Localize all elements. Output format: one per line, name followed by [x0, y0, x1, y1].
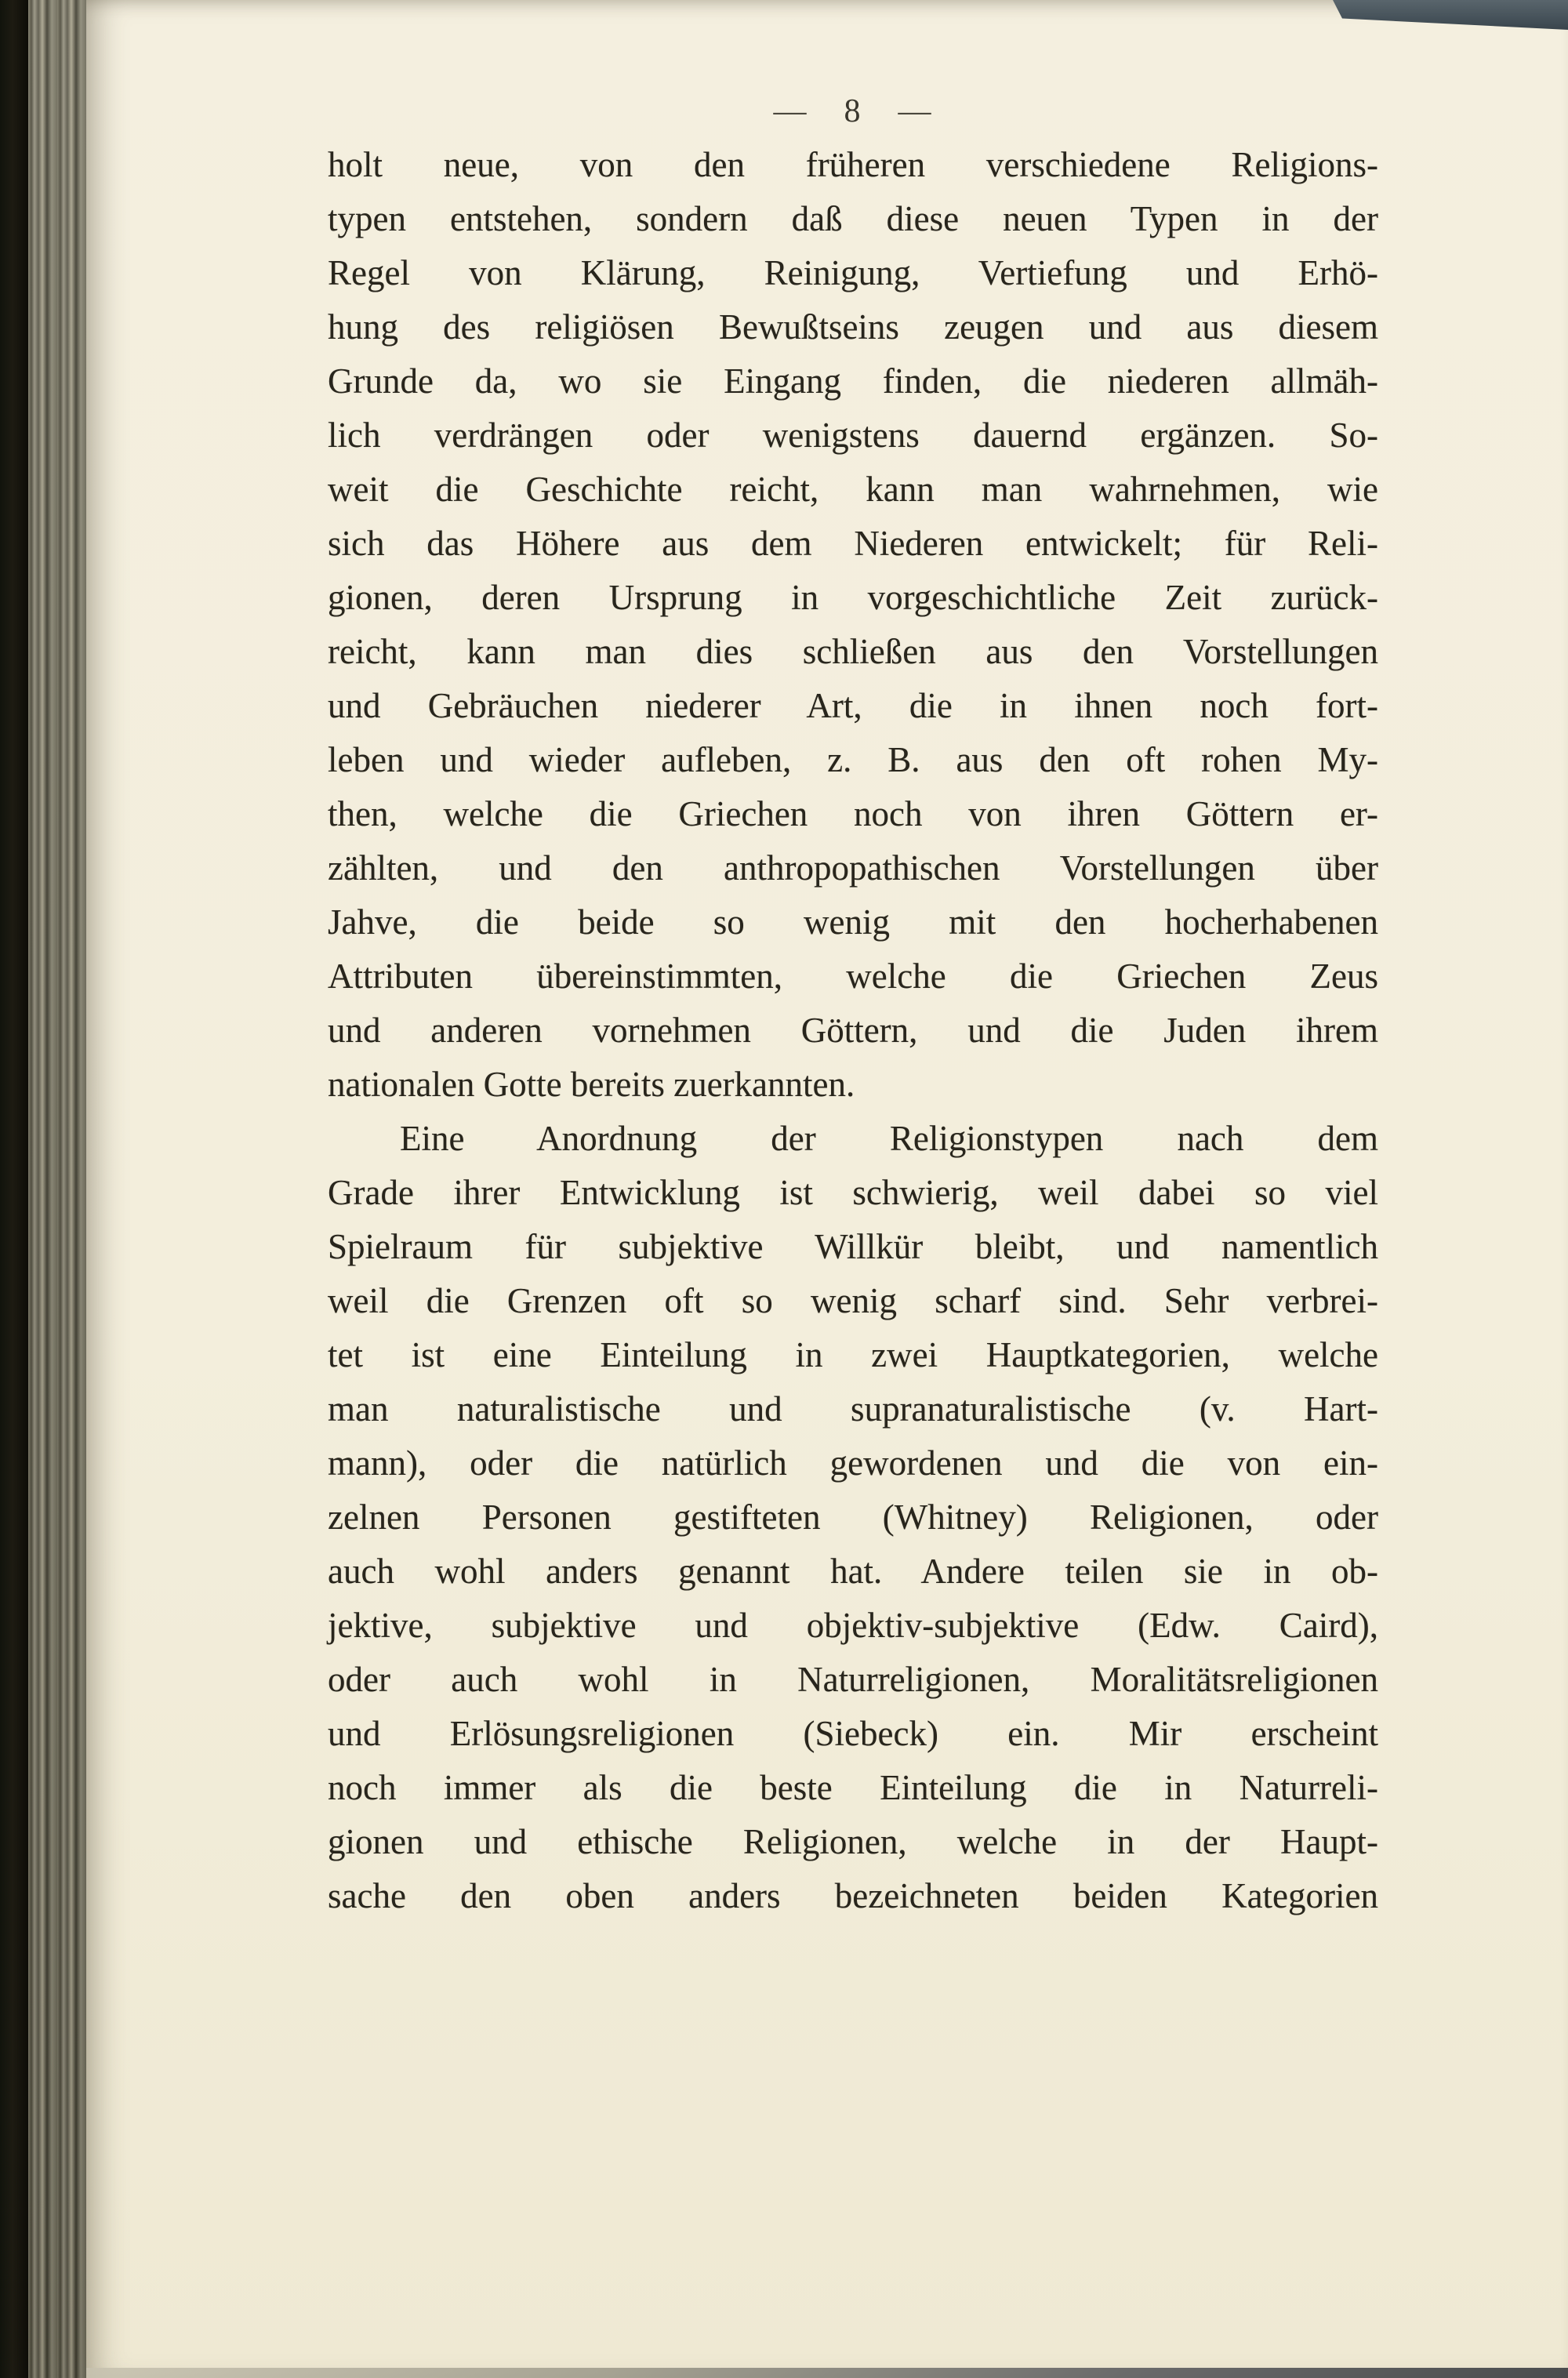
- text-line: hung des religiösen Bewußtseins zeugen und aus diesem: [328, 307, 1378, 347]
- text-line: und Erlösungsreligionen (Siebeck) ein. Mir erscheint: [328, 1714, 1378, 1753]
- text-line: nationalen Gotte bereits zuerkannten.: [328, 1065, 855, 1104]
- text-line: auch wohl anders genannt hat. Andere teilen sie in ob-: [328, 1552, 1378, 1591]
- text-line: gionen, deren Ursprung in vorgeschichtliche Zeit zurück-: [328, 578, 1378, 617]
- text-line: Eine Anordnung der Religionstypen nach dem: [400, 1119, 1378, 1158]
- page-number-left-dash: —: [773, 93, 808, 129]
- text-line: tet ist eine Einteilung in zwei Hauptkategorien, welche: [328, 1335, 1378, 1374]
- text-line: zelnen Personen gestifteten (Whitney) Religionen, oder: [328, 1498, 1378, 1537]
- text-line: mann), oder die natürlich gewordenen und die von ein-: [328, 1443, 1378, 1483]
- text-line: leben und wieder aufleben, z. B. aus den oft rohen My-: [328, 740, 1378, 779]
- text-line: holt neue, von den früheren verschiedene Religions-: [328, 145, 1378, 184]
- paragraph: [328, 138, 1378, 1112]
- text-line: weil die Grenzen oft so wenig scharf sind. Sehr verbrei-: [328, 1281, 1378, 1320]
- text-line: sich das Höhere aus dem Niederen entwickelt; für Reli-: [328, 524, 1378, 563]
- page-number-value: 8: [844, 93, 862, 129]
- book-page: [86, 0, 1568, 2378]
- text-line: lich verdrängen oder wenigstens dauernd ergänzen. So-: [328, 416, 1378, 455]
- text-line: Spielraum für subjektive Willkür bleibt, und namentlich: [328, 1227, 1378, 1266]
- scan-bottom-edge: [86, 2368, 1568, 2378]
- text-line: noch immer als die beste Einteilung die in Naturreli-: [328, 1768, 1378, 1807]
- text-line: Attributen übereinstimmten, welche die Griechen Zeus: [328, 957, 1378, 996]
- text-line: Regel von Klärung, Reinigung, Vertiefung und Erhö-: [328, 253, 1378, 292]
- text-line: zählten, und den anthropopathischen Vorstellungen über: [328, 848, 1378, 888]
- stacked-page-edges: [28, 0, 86, 2378]
- page-number-right-dash: —: [898, 93, 933, 129]
- text-line: und Gebräuchen niederer Art, die in ihnen noch fort-: [328, 686, 1378, 725]
- text-line: und anderen vornehmen Göttern, und die Juden ihrem: [328, 1011, 1378, 1050]
- text-line: Grade ihrer Entwicklung ist schwierig, weil dabei so viel: [328, 1173, 1378, 1212]
- page-text-block: [328, 138, 1378, 1923]
- text-line: Jahve, die beide so wenig mit den hocherhabenen: [328, 902, 1378, 942]
- text-line: oder auch wohl in Naturreligionen, Moralitätsreligionen: [328, 1660, 1378, 1699]
- text-line: sache den oben anders bezeichneten beiden Kategorien: [328, 1876, 1378, 1915]
- text-line: gionen und ethische Religionen, welche in der Haupt-: [328, 1822, 1378, 1861]
- text-line: jektive, subjektive und objektiv-subjektive (Edw. Caird),: [328, 1606, 1378, 1645]
- text-line: then, welche die Griechen noch von ihren Göttern er-: [328, 794, 1378, 833]
- paragraph: [328, 1112, 1378, 1923]
- book-binding-edge: [0, 0, 28, 2378]
- page-number: [328, 93, 1378, 130]
- text-line: man naturalistische und supranaturalistische (v. Hart-: [328, 1389, 1378, 1429]
- text-line: reicht, kann man dies schließen aus den Vorstellungen: [328, 632, 1378, 671]
- text-line: weit die Geschichte reicht, kann man wahrnehmen, wie: [328, 470, 1378, 509]
- text-line: Grunde da, wo sie Eingang finden, die niederen allmäh-: [328, 361, 1378, 401]
- text-line: typen entstehen, sondern daß diese neuen Typen in der: [328, 199, 1378, 238]
